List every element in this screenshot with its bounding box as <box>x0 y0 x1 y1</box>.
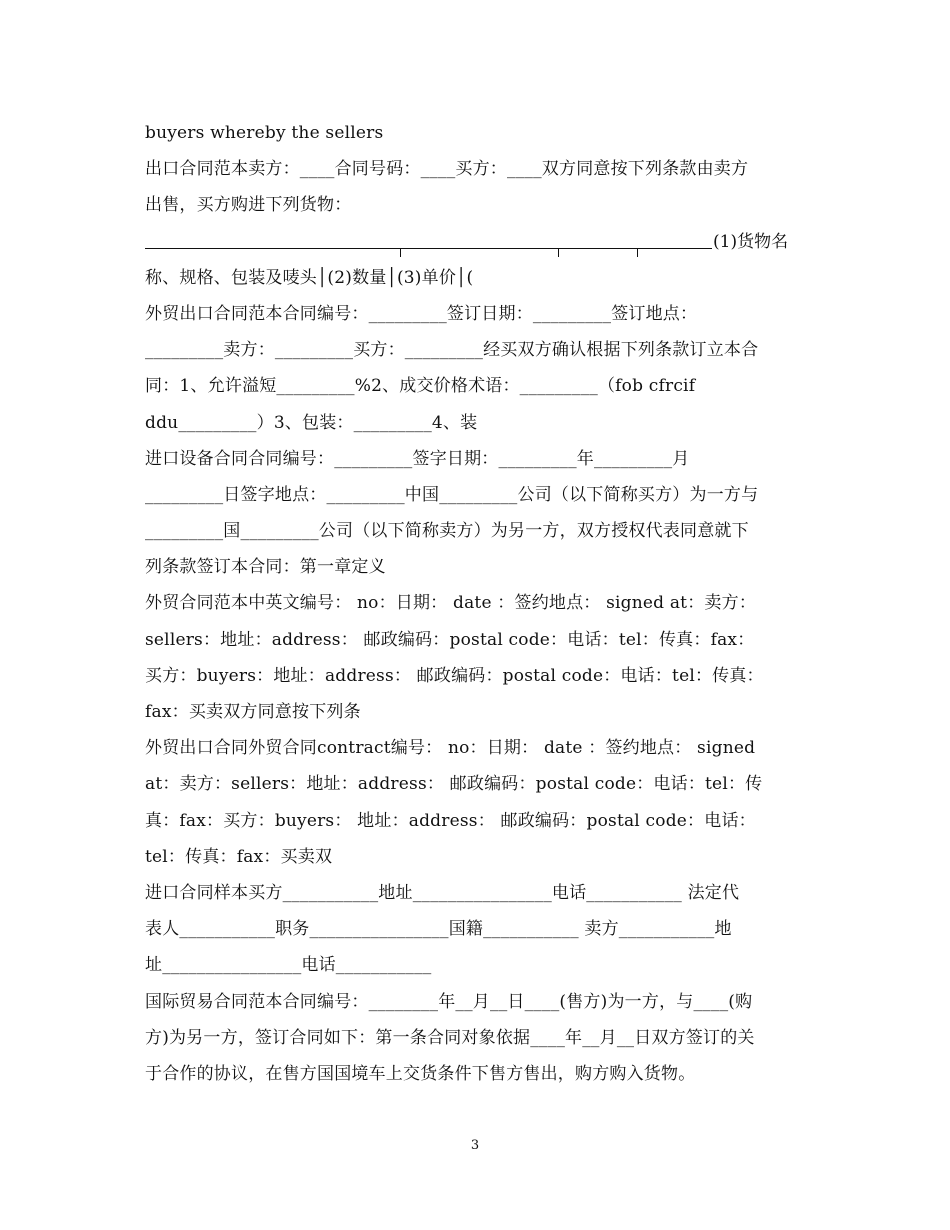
table-rule <box>145 248 712 249</box>
text-line: 进口设备合同合同编号：_________签字日期：_________年_________月 <box>145 448 690 469</box>
table-rule-tick <box>558 248 559 257</box>
text-line: 方)为另一方，签订合同如下：第一条合同对象依据____年__月__日双方签订的关 <box>145 1027 755 1048</box>
text-line: _________日签字地点：_________中国_________公司（以下简称买方）为一方与 <box>145 484 759 505</box>
table-rule-tick <box>637 248 638 257</box>
text-line: buyers whereby the sellers <box>145 123 384 143</box>
text-line: 同：1、允许溢短_________%2、成交价格术语：_________（fob cfrcif <box>145 376 696 397</box>
text-line: 出售，买方购进下列货物： <box>145 195 352 216</box>
text-line: 出口合同范本卖方：____合同号码：____买方：____双方同意按下列条款由卖方 <box>145 159 749 180</box>
document-body <box>145 115 810 1092</box>
text-line: fax：买卖双方同意按下列条 <box>145 702 361 722</box>
text-line: sellers：地址：address： 邮政编码：postal code：电话：tel：传真：fax： <box>145 629 755 650</box>
text-line: at：卖方：sellers：地址：address： 邮政编码：postal code：电话：tel：传 <box>145 774 763 795</box>
text-line: 进口合同样本买方___________地址________________电话___________ 法定代 <box>145 882 740 903</box>
text-line: 外贸出口合同范本合同编号：_________签订日期：_________签订地点： <box>145 303 698 324</box>
text-line: 外贸出口合同外贸合同contract编号： no：日期： date ：签约地点： signed <box>145 738 756 759</box>
text-line: 于合作的协议，在售方国国境车上交货条件下售方售出，购方购入货物。 <box>145 1063 696 1084</box>
text-line: 国际贸易合同范本合同编号：________年__月__日____(售方)为一方，与____(购 <box>145 991 753 1012</box>
table-rule-tick <box>400 248 401 257</box>
text-line: 列条款签订本合同：第一章定义 <box>145 557 386 578</box>
table-rule-label: (1)货物名 <box>713 231 789 252</box>
text-line: _________卖方：_________买方：_________经买双方确认根据下列条款订立本合 <box>145 340 759 361</box>
text-line: 买方：buyers：地址：address： 邮政编码：postal code：电话：tel：传真： <box>145 665 764 686</box>
text-line: 址________________电话___________ <box>145 955 432 976</box>
text-line: ddu_________）3、包装：_________4、装 <box>145 412 478 433</box>
text-line: 真：fax：买方：buyers： 地址：address： 邮政编码：postal code：电话： <box>145 810 756 831</box>
text-line: 称、规格、包装及唛头│(2)数量│(3)单价│( <box>145 267 474 288</box>
text-line: 表人___________职务________________国籍___________ 卖方___________地 <box>145 919 732 940</box>
text-line: _________国_________公司（以下简称卖方）为另一方，双方授权代表同意就下 <box>145 521 749 542</box>
text-line: tel：传真：fax：买卖双 <box>145 846 333 867</box>
text-line: 外贸合同范本中英文编号： no：日期： date ：签约地点： signed at：卖方： <box>145 593 757 614</box>
page-number: 3 <box>470 1138 480 1153</box>
table-rule-line <box>145 224 810 260</box>
